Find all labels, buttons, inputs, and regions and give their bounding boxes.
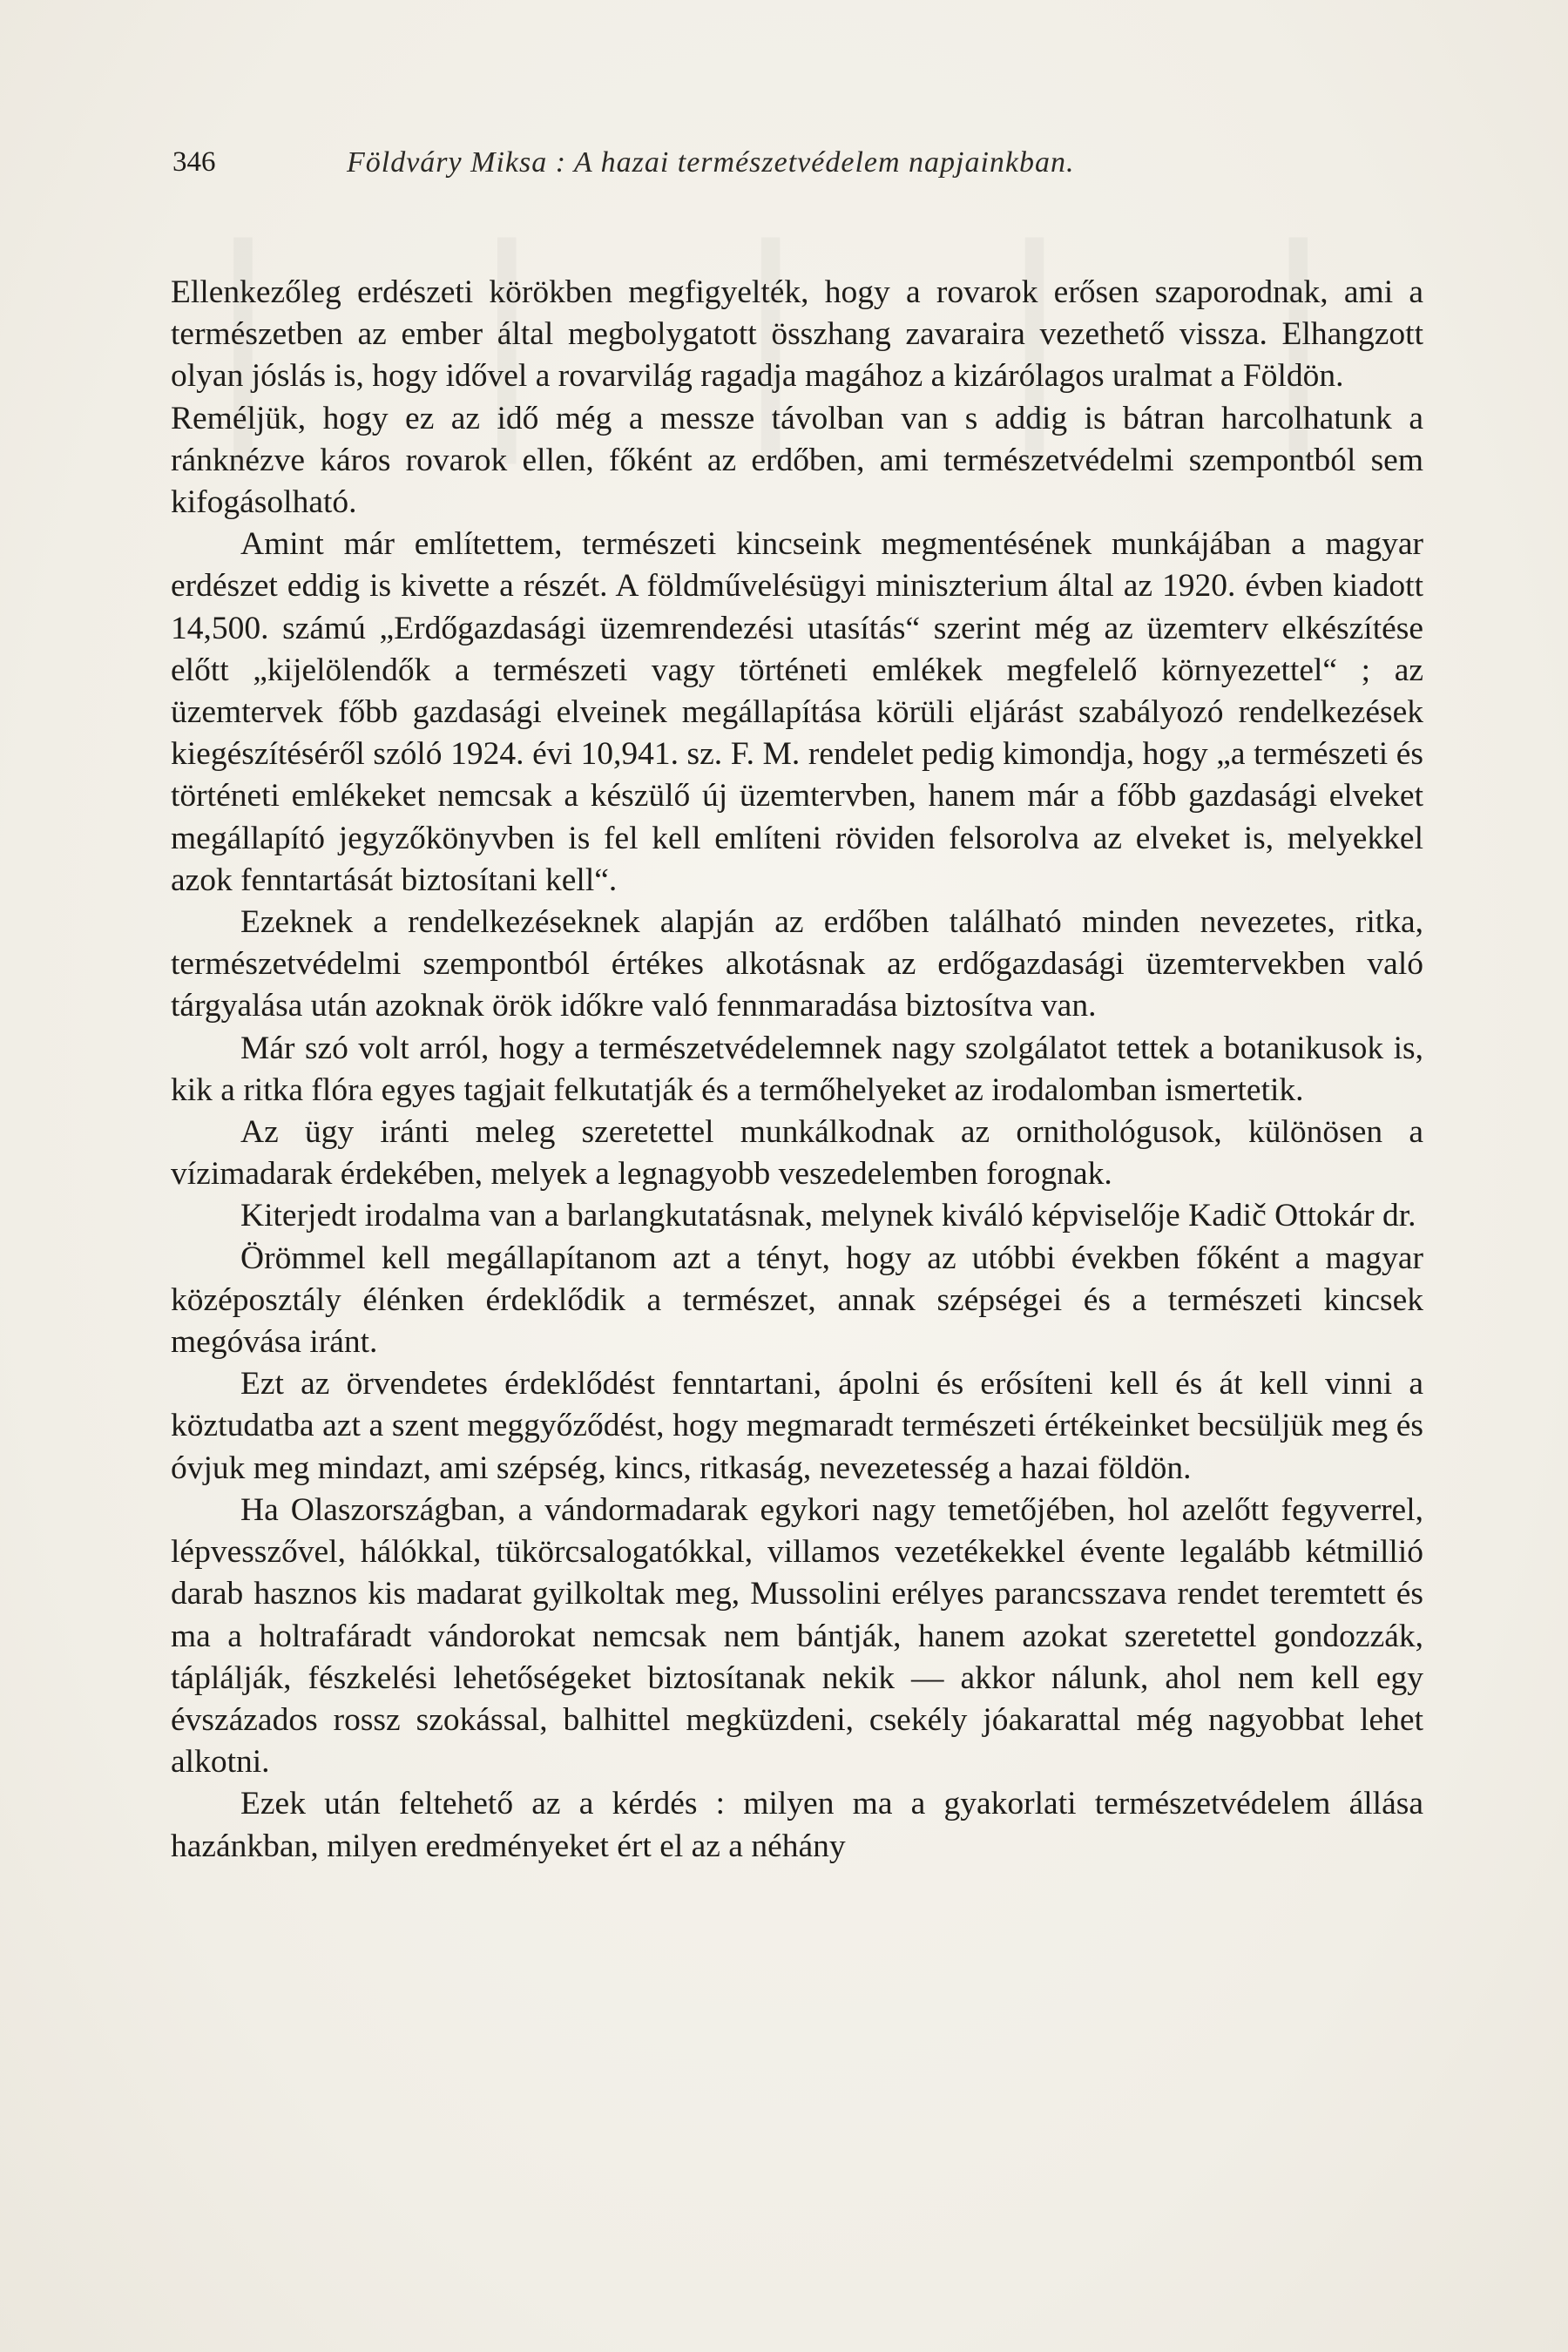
paragraph-insects: Ellenkezőleg erdészeti körökben megfigyelték, hogy a rovarok erősen szaporodnak, ami a természetben az ember által megbolygatott összhang zavaraira vezethető vissza. Elhangzott olyan jóslás is, hogy idővel a rovarvilág ragadja magához a kizárólagos uralmat a Földön. xyxy=(171,274,1423,395)
paragraph-awareness: Ezt az örvendetes érdeklődést fenntartani, ápolni és erősíteni kell és át kell vinni a köztudatba azt a szent meggyőződést, hogy megmaradt természeti értékeinket becsüljük meg és óvjuk meg mindazt, ami szépség, kincs, ritkaság, nevezetesség a hazai földön. xyxy=(171,1366,1423,1486)
paragraph-middle-class-interest: Örömmel kell megállapítanom azt a tényt, hogy az utóbbi években főként a magyar középosztály élénken érdeklődik a természet, annak szépségei és a természeti kincsek megóvása iránt. xyxy=(171,1240,1423,1361)
paragraph-ornithologists: Az ügy iránti meleg szeretettel munkálkodnak az ornithológusok, különösen a vízimadarak érdekében, melyek a legnagyobb veszedelemben forognak. xyxy=(171,1114,1423,1193)
paragraph-forestry-regulations: Amint már említettem, természeti kincseink megmentésének munkájában a magyar erdészet eddig is kivette a részét. A földművelésügyi miniszterium által az 1920. évben kiadott 14,500. számú „Erdőgazdasági üzemrendezési utasítás“ szerint még az üzemterv elkészítése előtt „kijelölendők a természeti vagy történeti emlékek megfelelő környezettel“ ; az üzemtervek főbb gazdasági elveinek megállapítása körüli eljárást szabályozó rendelkezések kiegészítéséről szóló 1924. évi 10,941. sz. F. M. rendelet pedig kimondja, hogy „a természeti és történeti emlékeket nemcsak a készülő új üzemtervben, hanem már a főbb gazdasági elveket megállapító jegyzőkönyvben is fel kell említeni röviden felsorolva az elveket is, melyekkel azok fenntartását biztosítani kell“. xyxy=(171,526,1423,898)
paragraph-caving: Kiterjedt irodalma van a barlangkutatásnak, melynek kiváló képviselője Kadič Ottokár dr. xyxy=(240,1198,1416,1234)
paragraph-italy-birds: Ha Olaszországban, a vándormadarak egykori nagy temetőjében, hol azelőtt fegyverrel, lépvesszővel, hálókkal, tükörcsalogatókkal, villamos vezetékekkel évente legalább kétmillió darab hasznos kis madarat gyilkoltak meg, Mussolini erélyes parancsszava rendet teremtett és ma a holtrafáradt vándorokat nemcsak nem bántják, hanem azokat szeretettel gondozzák, táplálják, fészkelési lehetőségeket biztosítanak nekik — akkor nálunk, ahol nem kell egy évszázados rossz szokással, balhittel megküzdeni, csekély jóakarattal még nagyobbat lehet alkotni. xyxy=(171,1491,1423,1781)
paragraph-regulation-basis: Ezeknek a rendelkezéseknek alapján az erdőben található minden nevezetes, ritka, természetvédelmi szempontból értékes alkotásnak az erdőgazdasági üzemtervekben való tárgyalása után azoknak örök időkre való fennmaradása biztosítva van. xyxy=(171,904,1423,1024)
paragraph-botanists: Már szó volt arról, hogy a természetvédelemnek nagy szolgálatot tettek a botanikusok is, kik a ritka flóra egyes tagjait felkutatják és a termőhelyeket az irodalomban ismertetik. xyxy=(171,1030,1423,1108)
page-number: 346 xyxy=(172,146,216,178)
page-header xyxy=(172,146,1423,190)
paragraph-question: Ezek után feltehető az a kérdés : milyen ma a gyakorlati természetvédelem állása hazánkban, milyen eredményeket ért el az a néhány xyxy=(171,1786,1423,1864)
article-body xyxy=(171,272,1423,1868)
paragraph-hope: Reméljük, hogy ez az idő még a messze távolban van s addig is bátran harcolhatunk a ránknézve káros rovarok ellen, főként az erdőben, ami természetvédelmi szempontból sem kifogásolható. xyxy=(171,400,1423,521)
running-title: Földváry Miksa : A hazai természetvédelem napjainkban. xyxy=(347,146,1075,179)
